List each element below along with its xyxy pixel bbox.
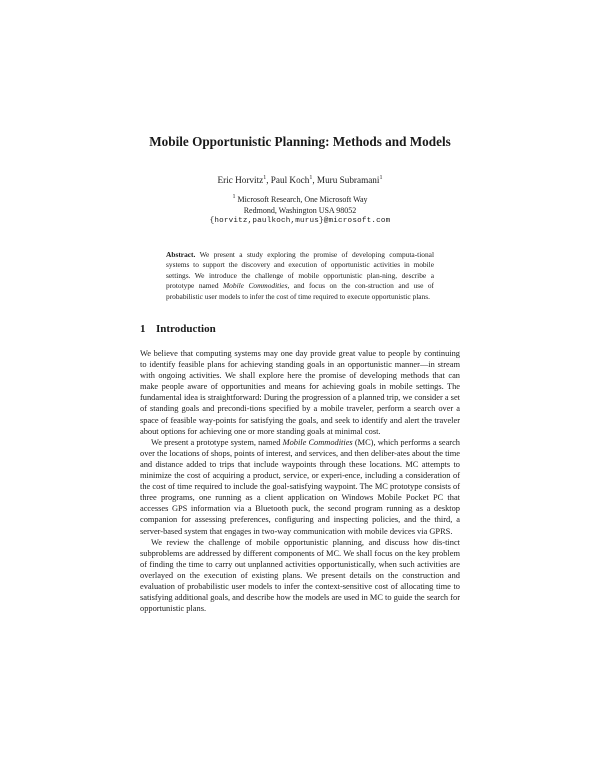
author-separator: , bbox=[266, 175, 271, 185]
author-separator: , bbox=[312, 175, 317, 185]
affiliation-line-2: Redmond, Washington USA 98052 bbox=[243, 205, 357, 215]
author-emails: {horvitz,paulkoch,murus}@microsoft.com bbox=[209, 217, 391, 226]
section-heading bbox=[140, 322, 460, 336]
affiliation-mark: 1 bbox=[232, 194, 236, 200]
paragraph: We believe that computing systems may one day provide great value to people by continuing to identify feasible plans for achieving standing goals in an opportunistic manner—in stream with ongoing activities. We shall explore here the promise of developing methods that can make people aware of opportunities and means for achieving goals in mobile settings. The fundamental idea is straightforward: During the progression of a planned trip, we consider a set of standing goals and precondi-tions specified by a mobile traveler, perform a search over a space of feasible way-points for satisfying the goals, and seek to identify and alert the traveler about options for achieving one or more standing goals at minimal cost. bbox=[140, 349, 460, 436]
affiliation-block bbox=[0, 195, 600, 227]
author-affiliation-mark: 1 bbox=[309, 175, 313, 181]
author-name: Eric Horvitz bbox=[217, 175, 264, 185]
author-name: Muru Subramani bbox=[316, 175, 380, 185]
abstract-text-end: , and focus on the con-struction and use of probabilistic user models to infer the cost of time required to execute opportunistic plans. bbox=[166, 281, 434, 301]
author-affiliation-mark: 1 bbox=[263, 175, 267, 181]
paragraph: We review the challenge of mobile opportunistic planning, and discuss how dis-tinct subproblems are addressed by different components of MC. We shall focus on the key problem of finding the time to carry out unplanned activities opportunistically, when such activities are overlayed on the execution of existing plans. We present details on the construction and evaluation of probabilistic user models to infer the context-sensitive cost of allocating time to satisfying additional goals, and describe how the models are used in MC to guide the search for opportunistic plans. bbox=[140, 537, 460, 614]
abstract-label: Abstract. bbox=[166, 250, 196, 259]
paragraph-text: We present a prototype system, named bbox=[151, 437, 283, 447]
abstract bbox=[166, 250, 434, 302]
abstract-system-name: Mobile Commodities bbox=[223, 281, 288, 291]
system-name-italic: Mobile Commodities bbox=[282, 437, 353, 447]
paragraph-text-end: (MC), which performs a search over the locations of shops, points of interest, and services, and then deliber-ates about the time and distance added to trips that include waypoints through these locations. MC attempts to minimize the cost of acquiring a product, service, or experi-ence, including a consideration of the cost of time required to include the goal-satisfying waypoint. The MC prototype consists of three programs, one running as a client application on Windows Mobile Pocket PC that accesses GPS information via a Bluetooth puck, the second program running as a desktop companion for assessing preferences, configuring and inspecting policies, and the third, a server-based system that engages in two-way communication with mobile devices via GPRS. bbox=[140, 437, 460, 536]
section-title: Introduction bbox=[156, 323, 216, 335]
introduction-body bbox=[140, 348, 460, 614]
author-name: Paul Koch bbox=[270, 175, 310, 185]
author-list bbox=[0, 174, 600, 186]
paragraph bbox=[140, 437, 460, 537]
paper-title: Mobile Opportunistic Planning: Methods and Models bbox=[149, 134, 451, 149]
abstract-text: We present a study exploring the promise of developing computa-tional systems to support the discovery and execution of opportunistic activities in mobile settings. We introduce the challenge of mobile opportunistic plan-ning, describe a prototype named bbox=[166, 250, 434, 291]
section-number: 1 bbox=[140, 323, 146, 335]
affiliation-line-1 bbox=[0, 195, 600, 206]
author-affiliation-mark: 1 bbox=[379, 175, 383, 181]
affiliation-org: Microsoft Research, One Microsoft Way bbox=[237, 195, 368, 204]
